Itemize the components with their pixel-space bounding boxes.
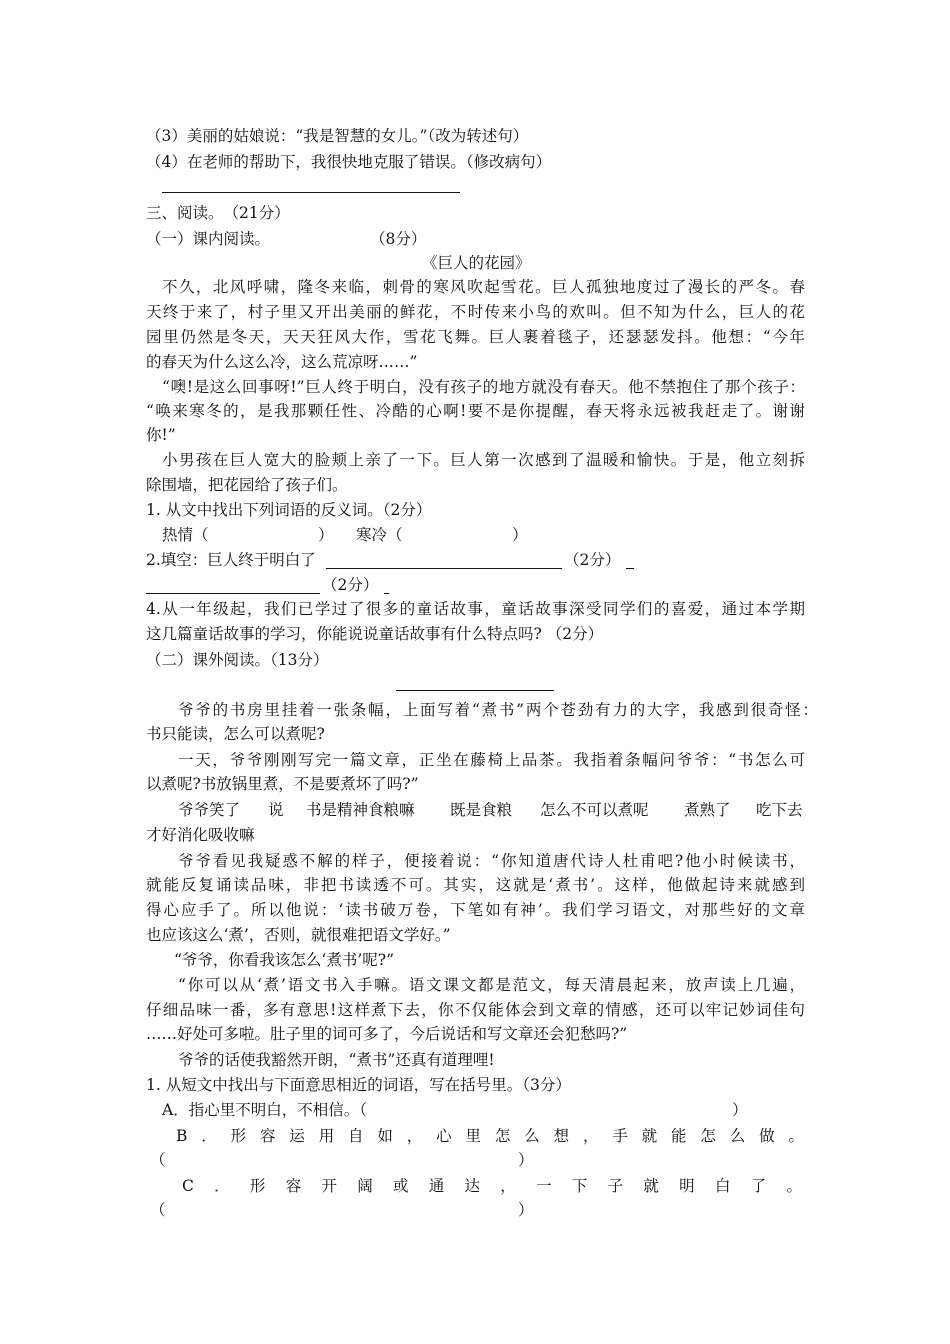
story-line: 仔细品味一番，多有意思!这样煮下去，你不仅能体会到文章的情感，还可以牢记妙词佳句 <box>146 1001 805 1019</box>
story-line: 一天，爷爷刚刚写完一篇文章，正坐在藤椅上品茶。我指着条幅问爷爷：“书怎么可 <box>178 751 805 769</box>
part1-score: （8分） <box>370 230 427 248</box>
fill-in-line <box>626 568 634 569</box>
story-line: “你可以从‘煮’语文书入手嘛。语文课文都是范文，每天清晨起来，放声读上几遍， <box>178 976 805 994</box>
bracket-open: （ <box>150 1201 166 1219</box>
story-line: “爷爷，你看我该怎么‘煮书’呢?” <box>174 951 395 969</box>
story-line: ……好处可多啦。肚子里的词可多了，今后说话和写文章还会犯愁吗?” <box>146 1025 628 1043</box>
passage2-line: 你!” <box>146 426 176 444</box>
part1-heading: （一）课内阅读。 <box>146 230 271 248</box>
unpunctuated-word: 怎么不可以煮呢 <box>540 801 649 819</box>
story-line: 就能反复诵读品味，非把书读透不可。其实，这就是‘煮书’。这样，他做起诗来就感到 <box>146 876 805 894</box>
unpunctuated-word: 才好消化吸收嘛 <box>146 826 255 844</box>
section-3-heading: 三、阅读。 （21分） <box>146 204 290 222</box>
bracket-open: （ <box>150 1151 166 1169</box>
part1-question-4: 这几篇童话故事的学习，你能说说童话故事有什么特点吗? （2分） <box>146 625 604 643</box>
passage3-line: 小男孩在巨人宽大的脸颊上亲了一下。巨人第一次感到了温暖和愉快。于是，他立刻拆 <box>162 451 805 469</box>
story-line: 爷爷的话使我豁然开朗，“煮书”还真有道理哩! <box>178 1051 495 1069</box>
question-3: （3）美丽的姑娘说：“我是智慧的女儿。”（改为转述句） <box>146 127 529 145</box>
unpunctuated-word: 煮熟了 <box>684 801 731 819</box>
passage1-line: 的春天为什么这么冷，这么荒凉呀……” <box>146 353 418 371</box>
fill-in-line <box>146 593 320 594</box>
bracket-close: ） <box>318 526 334 544</box>
unpunctuated-word: 爷爷笑了 <box>178 801 241 819</box>
story-line: 书只能读，怎么可以煮呢? <box>146 725 325 743</box>
bracket-close: ） <box>512 526 528 544</box>
question-b: B．形容运用自如，心里怎么想，手就能怎么做。 <box>176 1127 806 1145</box>
passage2-line: “噢!是这么回事呀!”巨人终于明白，没有孩子的地方就没有春天。他不禁抱住了那个孩子： <box>162 378 805 396</box>
story-line: 爷爷的书房里挂着一张条幅，上面写着“煮书”两个苍劲有力的大字，我感到很奇怪： <box>178 701 818 719</box>
score-label: （2分） <box>322 576 379 594</box>
antonym-prompt-b: 寒冷（ <box>356 526 403 544</box>
story-line: 也应该这么‘煮’，否则，就很难把语文学好。” <box>146 926 451 944</box>
unpunctuated-word: 既是食粮 <box>450 801 513 819</box>
unpunctuated-word: 书是精神食粮嘛 <box>306 801 415 819</box>
antonym-prompt-a: 热情（ <box>162 526 209 544</box>
unpunctuated-word: 吃下去 <box>756 801 803 819</box>
part1-question-1: 1. 从文中找出下列词语的反义词。（2分） <box>146 501 432 519</box>
fill-in-line <box>326 568 562 569</box>
part2-heading: （二）课外阅读。（13分） <box>146 651 329 669</box>
part1-question-2: 2.填空：巨人终于明白了 <box>146 551 316 569</box>
story-line: 得心应手了。所以他说：‘读书破万卷，下笔如有神’。我们学习语文，对那些好的文章 <box>146 901 805 919</box>
bracket-close: ） <box>732 1101 748 1119</box>
question-a: A．指心里不明白，不相信。（ <box>162 1101 367 1119</box>
passage1-line: 园里仍然是冬天，天天狂风大作，雪花飞舞。巨人裹着毯子，还瑟瑟发抖。他想：“今年 <box>146 328 805 346</box>
answer-line <box>162 192 460 193</box>
title-blank-line <box>396 690 554 691</box>
passage1-line: 天终于来了，村子里又开出美丽的鲜花，不时传来小鸟的欢叫。但不知为什么，巨人的花 <box>146 303 805 321</box>
part2-question-1: 1. 从短文中找出与下面意思相近的词语，写在括号里。（3分） <box>146 1076 571 1094</box>
story-line: 以煮呢?书放锅里煮，不是要煮坏了吗?” <box>146 775 419 793</box>
passage2-line: “唤来寒冬的，是我那颗任性、冷酷的心啊!要不是你提醒，春天将永远被我赶走了。谢谢 <box>146 402 805 420</box>
bracket-close: ） <box>518 1151 534 1169</box>
passage3-line: 除围墙，把花园给了孩子们。 <box>146 476 348 494</box>
bracket-close: ） <box>518 1201 534 1219</box>
question-c: C．形容开阔或通达，一下子就明白了。 <box>182 1177 804 1195</box>
story-line: 爷爷看见我疑惑不解的样子，便接着说：“你知道唐代诗人杜甫吧?他小时候读书， <box>178 852 805 870</box>
part1-question-4: 4.从一年级起，我们已学过了很多的童话故事，童话故事深受同学们的喜爱，通过本学期 <box>146 600 805 618</box>
fill-in-line <box>384 593 389 594</box>
unpunctuated-word: 说 <box>268 801 284 819</box>
score-label: （2分） <box>564 551 621 569</box>
passage1-line: 不久，北风呼啸，隆冬来临，刺骨的寒风吹起雪花。巨人孤独地度过了漫长的严冬。春 <box>162 278 805 296</box>
question-4: （4）在老师的帮助下，我很快地克服了错误。（修改病句） <box>146 153 552 171</box>
passage-title: 《巨人的花园》 <box>422 254 531 272</box>
